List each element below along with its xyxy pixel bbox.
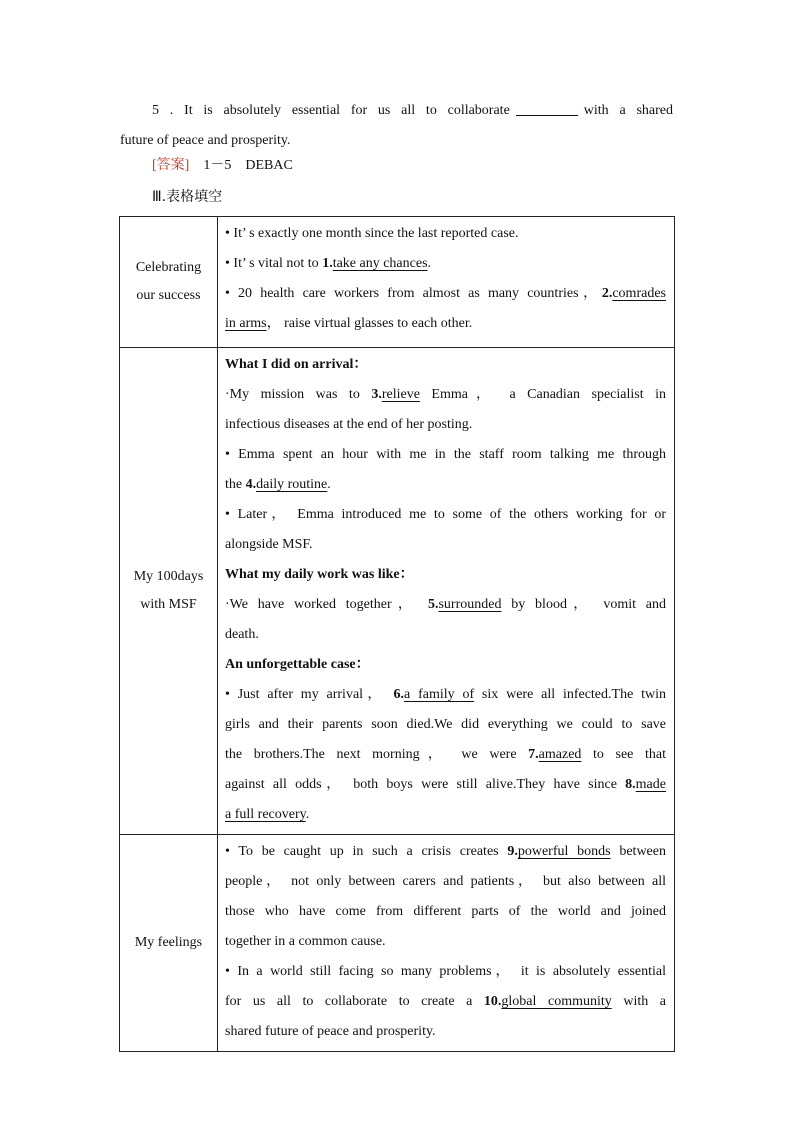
row-content-celebrating: • It’ s exactly one month since the last reported case. • It’ s vital not to 1.take any chances. • 20 health care workers from almost as many countries，2.comrades in arms， raise virtual glasses to each other. [218, 217, 675, 348]
subheading: What I did on arrival： [225, 357, 368, 372]
fill-in-table [119, 216, 675, 1052]
answer-blank [516, 101, 578, 116]
answer-1: take any chances [332, 256, 428, 271]
answer-tag: [答案] [152, 158, 190, 173]
table-row [120, 835, 675, 1052]
answer-6: a family of [404, 687, 475, 702]
section-title: Ⅲ.表格填空 [152, 189, 223, 205]
question-5-line1: 5 . It is absolutely essential for us all to collaborate with a shared [152, 103, 673, 118]
question-5 [120, 96, 673, 156]
subheading: An unforgettable case： [225, 657, 370, 672]
row-label-100days: My 100days with MSF [120, 348, 218, 835]
answer-3: relieve [381, 387, 420, 402]
table-row [120, 217, 675, 348]
row-content-feelings: • To be caught up in such a crisis creates 9.powerful bonds between people， not only between carers and patients， but also between all those who have come from different parts of the world and joined together in a common cause. • In a world still facing so many problems， it is absolutely essential for us all to collaborate to create a 10.global community with a shared future of peace and prosperity. [218, 835, 675, 1052]
answer-letters: DEBAC [245, 158, 293, 173]
answer-range: 1－5 [203, 158, 232, 173]
row-label-celebrating: Celebrating our success [120, 217, 218, 348]
table-row [120, 348, 675, 835]
row-label-feelings: My feelings [120, 835, 218, 1052]
answer-8: made [635, 777, 666, 792]
answer-9: powerful bonds [517, 844, 611, 859]
answer-10: global community [501, 994, 612, 1009]
answer-4: daily routine [256, 477, 328, 492]
answer-2: comrades [612, 286, 666, 301]
answer-7: amazed [538, 747, 582, 762]
row-content-100days: What I did on arrival： ·My mission was to 3.relieve Emma， a Canadian specialist in infectious diseases at the end of her posting. • Emma spent an hour with me in the staff room talking me through the 4.daily routine. • Later， Emma introduced me to some of the others working for or alongside MSF. What my daily work was like： ·We have worked together， 5.surrounded by blood， vomit and death. An unforgettable case： • Just after my arrival， 6.a family of six were all infected.The twin girls and their parents soon died.We did everything we could to save the brothers.The next morning， we were 7.amazed to see that against all odds， both boys were still alive.They have since 8.made a full recovery. [218, 348, 675, 835]
subheading: What my daily work was like： [225, 567, 414, 582]
answer-5: surrounded [438, 597, 502, 612]
question-number: 5 . [152, 103, 174, 118]
answer-key [152, 154, 293, 178]
question-5-line2: future of peace and prosperity. [120, 133, 291, 148]
